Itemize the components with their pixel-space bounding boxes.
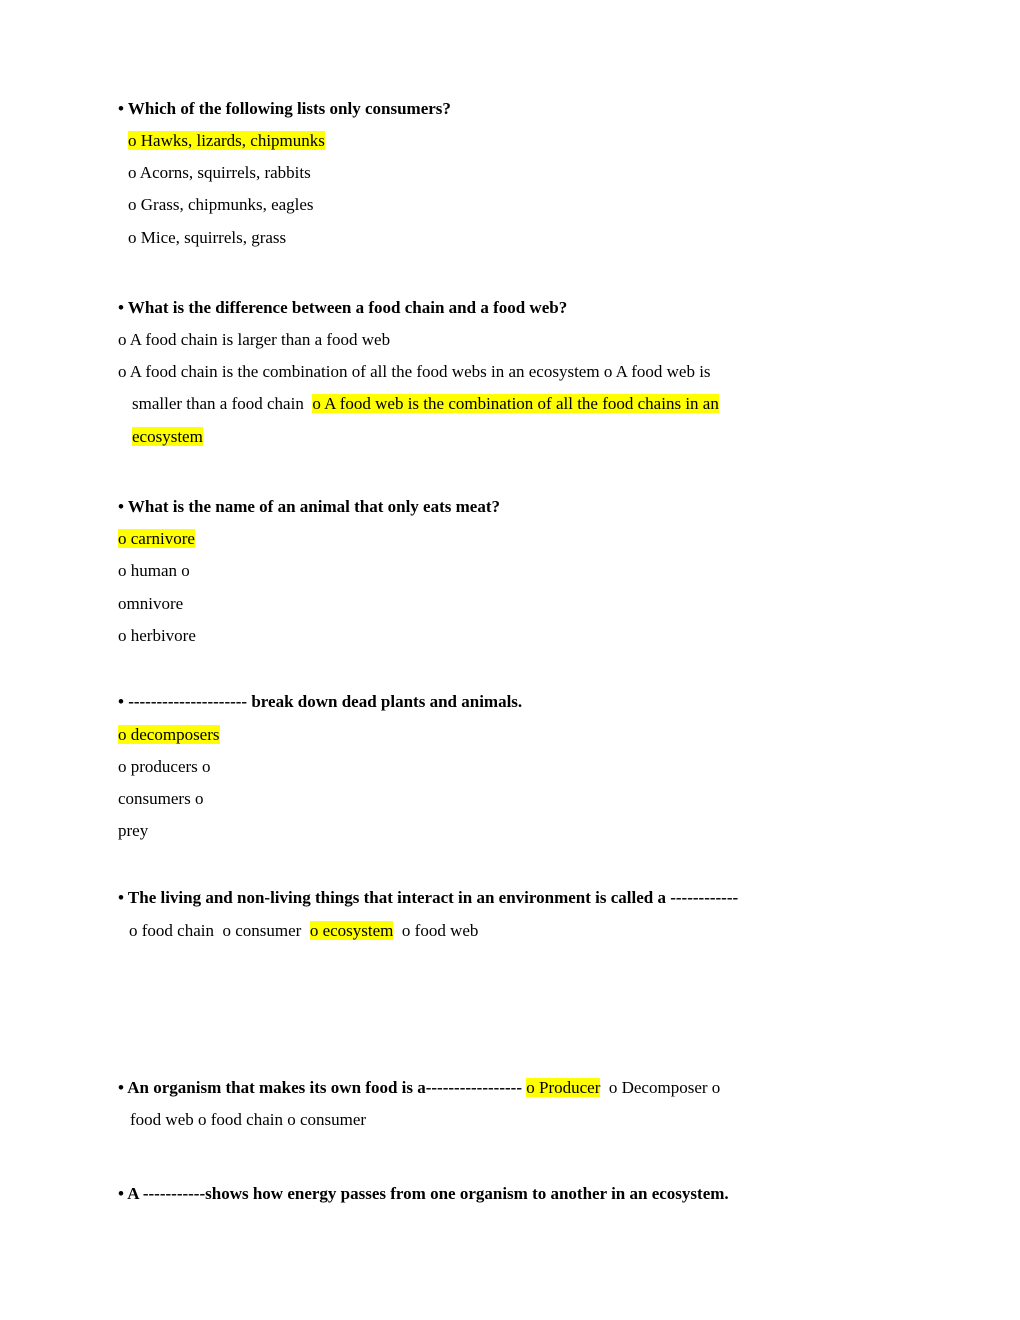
q4-line-3: consumers o bbox=[118, 789, 204, 808]
q2-line-4 bbox=[132, 426, 203, 448]
question-5: • The living and non-living things that interact in an environment is called a ------------ bbox=[118, 888, 739, 907]
q3-line-4: o herbivore bbox=[118, 626, 196, 645]
q6-option-rest: o Decomposer o bbox=[608, 1078, 721, 1097]
question-2: • What is the difference between a food chain and a food web? bbox=[118, 298, 568, 317]
q4-line-4: prey bbox=[118, 821, 149, 840]
q5-option-food-web: o food web bbox=[401, 921, 479, 940]
q3-line-1 bbox=[118, 528, 195, 550]
q2-line-3 bbox=[132, 393, 719, 415]
q5-options bbox=[129, 920, 478, 942]
q5-option-consumer: o consumer bbox=[222, 921, 302, 940]
question-4: • --------------------- break down dead plants and animals. bbox=[118, 692, 523, 711]
answer-highlight: o Hawks, lizards, chipmunks bbox=[128, 131, 325, 150]
q4-line-1 bbox=[118, 724, 220, 746]
answer-highlight: o decomposers bbox=[118, 725, 220, 744]
answer-highlight: o ecosystem bbox=[309, 921, 394, 940]
q1-option-4: o Mice, squirrels, grass bbox=[128, 228, 287, 247]
q3-line-2: o human o bbox=[118, 561, 190, 580]
q2-line-1: o A food chain is larger than a food web bbox=[118, 330, 391, 349]
q3-line-3: omnivore bbox=[118, 594, 184, 613]
question-1: • Which of the following lists only consumers? bbox=[118, 99, 451, 118]
question-6: • An organism that makes its own food is a----------------- bbox=[118, 1078, 522, 1097]
q6-line-2: food web o food chain o consumer bbox=[130, 1110, 367, 1129]
q5-option-food-chain: o food chain bbox=[129, 921, 214, 940]
q2-line-3-text: smaller than a food chain bbox=[132, 394, 304, 413]
question-3: • What is the name of an animal that only eats meat? bbox=[118, 497, 500, 516]
answer-highlight: o carnivore bbox=[118, 529, 195, 548]
q6-line-1 bbox=[118, 1077, 720, 1099]
q1-option-3: o Grass, chipmunks, eagles bbox=[128, 195, 314, 214]
q1-option-2: o Acorns, squirrels, rabbits bbox=[128, 163, 311, 182]
answer-highlight: o A food web is the combination of all the food chains in an bbox=[312, 394, 719, 413]
answer-highlight: o Producer bbox=[526, 1078, 601, 1097]
question-7: • A -----------shows how energy passes from one organism to another in an ecosystem. bbox=[118, 1184, 729, 1203]
q1-option-1 bbox=[128, 130, 325, 152]
q2-line-2: o A food chain is the combination of all the food webs in an ecosystem o A food web is bbox=[118, 362, 711, 381]
q4-line-2: o producers o bbox=[118, 757, 211, 776]
answer-highlight: ecosystem bbox=[132, 427, 203, 446]
